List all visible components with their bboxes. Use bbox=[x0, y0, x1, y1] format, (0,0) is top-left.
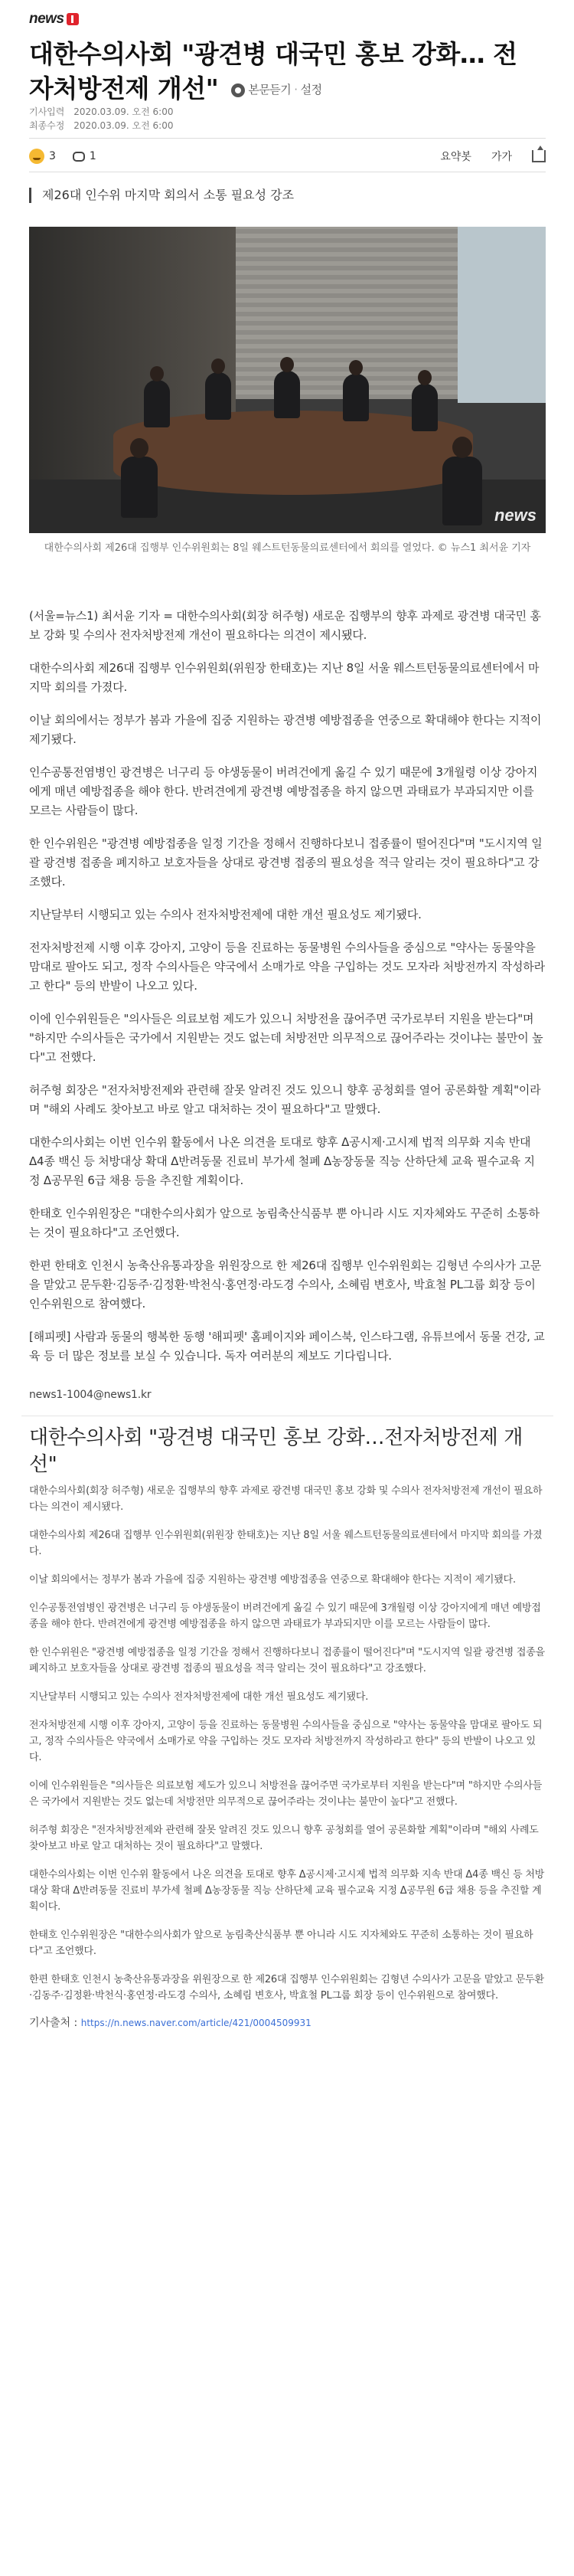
body-paragraph: 인수공통전염병인 광견병은 너구리 등 야생동물이 버려건에게 옮길 수 있기 때문에 3개월령 이상 강아지에게 매년 예방접종을 해야 한다. 반려견에게 광견병 예방접종을 하지 않으면 과태료가 부과되지만 이를 모르는 사람들이 많다. bbox=[29, 765, 538, 817]
body-paragraph: 허주형 회장은 "전자처방전제와 관련해 잘못 알려진 것도 있으니 향후 공청회를 열어 공론화할 계획"이라며 "해외 사례도 찾아보고 바로 알고 대처하는 것이 필요하다"고 말했다. bbox=[29, 1083, 541, 1116]
body-paragraph: 이에 인수위원들은 "의사들은 의료보험 제도가 있으니 처방전을 끊어주면 국가로부터 지원을 받는다"며 "하지만 수의사들은 국가에서 지원받는 것도 없는데 처방전만 의무적으로 끊어주라는 것이냐는 불만이 높다"고 전했다. bbox=[29, 1012, 543, 1064]
body-paragraph: 이날 회의에서는 정부가 봄과 가을에 집중 지원하는 광견병 예방접종을 연중으로 확대해야 한다는 지적이 제기됐다. bbox=[29, 713, 542, 746]
photo-person bbox=[144, 380, 170, 427]
photo-caption: 대한수의사회 제26대 집행부 인수위원회는 8일 웨스트턴동물의료센터에서 회의를 열었다. © 뉴스1 최서윤 기자 bbox=[44, 542, 531, 554]
comment-count: 1 bbox=[89, 150, 96, 162]
photo-window bbox=[458, 227, 546, 403]
reaction-bar bbox=[29, 142, 546, 170]
headline-actions bbox=[231, 73, 321, 107]
logo-badge-icon bbox=[67, 13, 79, 25]
duplicate-headline: 대한수의사회 "광견병 대국민 홍보 강화…전자처방전제 개선" bbox=[29, 1426, 523, 1476]
listen-button[interactable]: 본문듣기 bbox=[248, 83, 292, 97]
meta-modified bbox=[29, 119, 180, 133]
source-label: 기사출처 : bbox=[29, 2017, 78, 2029]
duplicate-paragraph: 전자처방전제 시행 이후 강아지, 고양이 등을 진료하는 동물병원 수의사들을 중심으로 "약사는 동물약을 맘대로 팔아도 되고, 정작 수의사들은 약국에서 소매가로 약을 구입하는 것도 모자라 처방전까지 작성하라고 한다" 등의 반발이 나오고 있다. bbox=[29, 1720, 543, 1763]
meta-label: 최종수정 bbox=[29, 120, 65, 131]
photo-person bbox=[343, 374, 369, 421]
body-paragraph: 한편 한태호 인천시 농축산유통과장을 위원장으로 한 제26대 집행부 인수위원회는 김형년 수의사가 고문을 맡았고 문두환·김동주·김정환·박천식·홍연정·라도경 수의사, 소혜림 변호사, 박효철 PL그룹 회장 등이 인수위원으로 참여했다. bbox=[29, 1259, 542, 1311]
duplicate-body bbox=[29, 1483, 546, 2004]
listen-icon[interactable] bbox=[231, 83, 245, 97]
reaction-tools bbox=[420, 149, 546, 164]
reporter-email[interactable]: news1-1004@news1.kr bbox=[29, 1389, 152, 1401]
emoji-reaction-button[interactable] bbox=[29, 149, 56, 164]
article-subtitle: 제26대 인수위 마지막 회의서 소통 필요성 강조 bbox=[29, 188, 294, 203]
meeting-photo bbox=[29, 227, 546, 533]
font-size-button[interactable]: 가가 bbox=[491, 151, 512, 163]
body-paragraph: (서울=뉴스1) 최서윤 기자 = 대한수의사회(회장 허주형) 새로운 집행부의 향후 과제로 광견병 대국민 홍보 강화 및 수의사 전자처방전제 개선이 필요하다는 의견이 제시됐다. bbox=[29, 609, 541, 642]
duplicate-paragraph: 한 인수위원은 "광견병 예방접종을 일정 기간을 정해서 진행하다보니 접종률이 떨어진다"며 "도시지역 일괄 광견병 접종을 폐지하고 보호자들을 상대로 광견병 접종의 필요성을 적극 알리는 것이 필요하다"고 강조했다. bbox=[29, 1647, 546, 1674]
meta-published bbox=[29, 105, 180, 119]
dot-separator: · bbox=[294, 83, 298, 97]
body-paragraph: 지난달부터 시행되고 있는 수의사 전자처방전제에 대한 개선 필요성도 제기됐다. bbox=[29, 908, 422, 921]
comment-button[interactable] bbox=[73, 150, 96, 162]
settings-button[interactable]: 설정 bbox=[300, 83, 322, 97]
article-meta bbox=[29, 105, 180, 133]
photo-person-head bbox=[211, 358, 225, 374]
photo-person-head bbox=[452, 437, 472, 458]
comment-bubble-icon bbox=[73, 152, 85, 162]
body-paragraph: 대한수의사회는 이번 인수위 활동에서 나온 의견을 토대로 향후 Δ공시제·고시제 법적 의무화 지속 반대 Δ4종 백신 등 처방대상 확대 Δ반려동물 진료비 부가세 철폐 Δ농장동물 직능 산하단체 교육 필수교육 지정 Δ공무원 6급 채용 등을 추진할 계획이다. bbox=[29, 1135, 535, 1187]
share-icon[interactable] bbox=[532, 150, 546, 162]
article-headline bbox=[29, 37, 534, 107]
photo-person bbox=[205, 372, 231, 420]
source-link[interactable]: https://n.news.naver.com/article/421/0004509931 bbox=[80, 2018, 311, 2028]
body-paragraph: [해피펫] 사람과 동물의 행복한 동행 '해피펫' 홈페이지와 페이스북, 인스타그램, 유튜브에서 동물 건강, 교육 등 더 많은 정보를 보실 수 있습니다. 독자 여러분의 제보도 기다립니다. bbox=[29, 1330, 545, 1363]
duplicate-paragraph: 지난달부터 시행되고 있는 수의사 전자처방전제에 대한 개선 필요성도 제기됐다. bbox=[29, 1691, 369, 1703]
divider bbox=[29, 138, 546, 139]
photo-person-head bbox=[418, 370, 432, 385]
body-paragraph: 전자처방전제 시행 이후 강아지, 고양이 등을 진료하는 동물병원 수의사들을 중심으로 "약사는 동물약을 맘대로 팔아도 되고, 정작 수의사들은 약국에서 소매가로 약을 구입하는 것도 모자라 처방전까지 작성하라고 한다" 등의 반발이 나오고 있다. bbox=[29, 941, 545, 993]
emoji-count: 3 bbox=[49, 150, 56, 162]
duplicate-paragraph: 이날 회의에서는 정부가 봄과 가을에 집중 지원하는 광견병 예방접종을 연중으로 확대해야 한다는 지적이 제기됐다. bbox=[29, 1574, 516, 1586]
photo-watermark: news bbox=[494, 506, 536, 525]
logo-text: news bbox=[29, 11, 64, 27]
photo-person bbox=[274, 371, 300, 418]
body-paragraph: 한태호 인수위원장은 "대한수의사회가 앞으로 농림축산식품부 뿐 아니라 시도 지자체와도 꾸준히 소통하는 것이 필요하다"고 조언했다. bbox=[29, 1206, 540, 1239]
duplicate-paragraph: 이에 인수위원들은 "의사들은 의료보험 제도가 있으니 처방전을 끊어주면 국가로부터 지원을 받는다"며 "하지만 수의사들은 국가에서 지원받는 것도 없는데 처방전만 의무적으로 끊어주라는 것이냐는 불만이 높다"고 전했다. bbox=[29, 1780, 543, 1808]
news1-logo[interactable] bbox=[29, 11, 79, 28]
photo-person-head bbox=[150, 366, 164, 381]
body-paragraph: 한 인수위원은 "광견병 예방접종을 일정 기간을 정해서 진행하다보니 접종률이 떨어진다"며 "도시지역 일괄 광견병 접종을 폐지하고 보호자들을 상대로 광견병 접종의 필요성을 적극 알리는 것이 필요하다"고 강조했다. bbox=[29, 836, 543, 889]
smile-emoji-icon bbox=[29, 149, 44, 164]
duplicate-paragraph: 대한수의사회는 이번 인수위 활동에서 나온 의견을 토대로 향후 Δ공시제·고시제 법적 의무화 지속 반대 Δ4종 백신 등 처방대상 확대 Δ반려동물 진료비 부가세 철폐 Δ농장동물 직능 산하단체 교육 필수교육 지정 Δ공무원 6급 채용 등을 추진할 계획이다. bbox=[29, 1869, 545, 1913]
duplicate-paragraph: 대한수의사회 제26대 집행부 인수위원회(위원장 한태호)는 지난 8일 서울 웨스트턴동물의료센터에서 마지막 회의를 가졌다. bbox=[29, 1530, 543, 1557]
duplicate-paragraph: 한태호 인수위원장은 "대한수의사회가 앞으로 농림축산식품부 뿐 아니라 시도 지자체와도 꾸준히 소통하는 것이 필요하다"고 조언했다. bbox=[29, 1930, 533, 1957]
body-paragraph: 대한수의사회 제26대 집행부 인수위원회(위원장 한태호)는 지난 8일 서울 웨스트턴동물의료센터에서 마지막 회의를 가졌다. bbox=[29, 661, 540, 694]
photo-person-head bbox=[130, 438, 148, 458]
duplicate-paragraph: 대한수의사회(회장 허주형) 새로운 집행부의 향후 과제로 광견병 대국민 홍보 강화 및 수의사 전자처방전제 개선이 필요하다는 의견이 제시됐다. bbox=[29, 1485, 543, 1513]
headline-text: 대한수의사회 "광견병 대국민 홍보 강화… 전자처방전제 개선" bbox=[29, 39, 517, 103]
duplicate-paragraph: 인수공통전염병인 광견병은 너구리 등 야생동물이 버려건에게 옮길 수 있기 때문에 3개월령 이상 강아지에게 매년 예방접종을 해야 한다. 반려견에게 광견병 예방접종을 하지 않으면 과태료가 부과되지만 이를 모르는 사람들이 많다. bbox=[29, 1602, 541, 1630]
summary-bot-button[interactable]: 요약봇 bbox=[440, 151, 471, 163]
duplicate-paragraph: 한편 한태호 인천시 농축산유통과장을 위원장으로 한 제26대 집행부 인수위원회는 김형년 수의사가 고문을 맡았고 문두환·김동주·김정환·박천식·홍연정·라도경 수의사, 소혜림 변호사, 박효철 PL그룹 회장 등이 인수위원으로 참여했다. bbox=[29, 1974, 544, 2002]
article-body bbox=[29, 607, 546, 1405]
meta-label: 기사입력 bbox=[29, 106, 65, 117]
photo-person-head bbox=[280, 357, 294, 372]
photo-person bbox=[121, 457, 158, 518]
photo-person-head bbox=[349, 360, 363, 375]
duplicate-paragraph: 허주형 회장은 "전자처방전제와 관련해 잘못 알려진 것도 있으니 향후 공청회를 열어 공론화할 계획"이라며 "해외 사례도 찾아보고 바로 알고 대처하는 것이 필요하다"고 말했다. bbox=[29, 1825, 539, 1852]
article-source bbox=[29, 2015, 311, 2030]
meta-value: 2020.03.09. 오전 6:00 bbox=[73, 106, 174, 117]
photo-person bbox=[442, 457, 482, 525]
photo-person bbox=[412, 384, 438, 431]
meta-value: 2020.03.09. 오전 6:00 bbox=[73, 120, 174, 131]
